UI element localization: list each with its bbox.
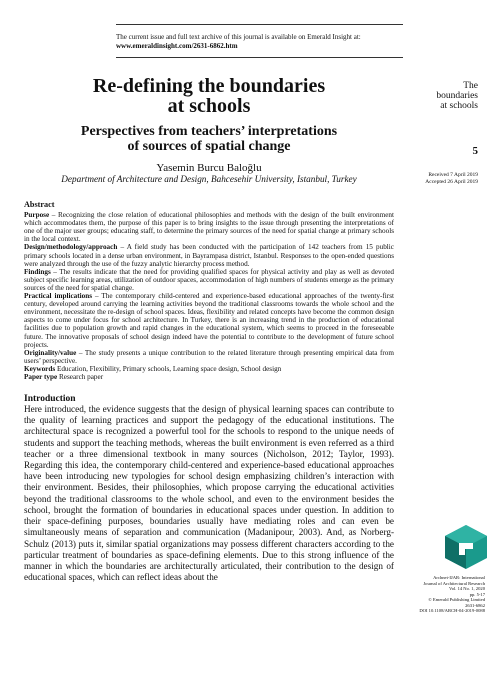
implications-label: Practical implications <box>24 292 93 301</box>
abstract-originality <box>24 349 394 365</box>
keywords-label: Keywords <box>24 364 56 373</box>
pubinfo-line: Vol. 14 No. 1, 2020 <box>448 586 485 591</box>
pubinfo-line: Archnet-IJAR: International <box>433 575 485 580</box>
originality-label: Originality/value <box>24 348 77 357</box>
keywords-text: Education, Flexibility, Primary schools, Learning space design, School design <box>55 364 282 373</box>
page-number: 5 <box>472 145 478 157</box>
findings-text: – The results indicate that the need for providing qualified spaces for physical activity and play as well as devoted subject specific learning areas, utilization of outdoor spaces, accommodation of high numbers of students emerge as the primary sources of the need for spatial change. <box>24 267 394 292</box>
introduction-text: Here introduced, the evidence suggests that the design of physical learning spaces can contribute to the quality of learning practices and support the pedagogy of the educational institutions. The architectural space is recognized a powerful tool for the schools to respond to the unique needs of students and support the teaching methods, whereas the built environment is even referred as a third teacher or a three dimensional textbook in many sources (Nicholson, 2012; Taylor, 1993). Regarding this idea, the contemporary child-centered and experience-based educational approaches have been introducing new typologies for school design emphasizing children’s interaction with their environment. Besides, their philosophies, which propose carrying the educational activities beyond the traditional classrooms to the whole school, and even to the environment besides the school, brought the formation of boundaries in educational spaces under question. In addition to their space-defining purposes, boundaries usually have mediating roles and can even be simultaneously means of separation and communication (Madanipour, 2003). And, as Norberg-Schulz (2013) puts it, similar spatial organizations may possess different characters according to the particular treatment of boundaries as space-defining elements. Due to this strong influence of the manner in which the boundaries are architecturally articulated, their contribution to the design of educational spaces, which can reflect ideas about the <box>24 404 394 583</box>
abstract-implications <box>24 292 394 349</box>
abstract-purpose <box>24 211 394 243</box>
abstract-keywords <box>24 365 394 373</box>
running-title-line: boundaries <box>436 91 478 101</box>
title-line-1: Re-defining the boundaries <box>92 75 326 97</box>
journal-notice <box>116 24 403 58</box>
pubinfo-line: 2631-6862 <box>465 602 485 608</box>
article-dates <box>410 172 478 186</box>
abstract-findings <box>24 268 394 292</box>
pubinfo-line: Journal of Architectural Research <box>423 580 485 586</box>
paper-type-text: Research paper <box>57 372 104 381</box>
abstract <box>24 201 394 381</box>
received-date: Received 7 April 2019 <box>428 172 478 178</box>
running-title-line: The <box>463 81 478 91</box>
abstract-heading: Abstract <box>24 200 55 209</box>
author-affiliation: Department of Architecture and Design, Bahcesehir University, Istanbul, Turkey <box>61 174 357 184</box>
running-title-line: at schools <box>440 101 478 111</box>
purpose-text: – Recognizing the close relation of educational philosophies and methods with the design of the built environment which accommodates them, the purpose of this paper is to bring insights to the issue through presenting the interpretations of one of the major user groups; educating staff, to determine the primary sources of the need for spatial change at primary schools in the local context. <box>24 211 394 244</box>
subtitle-line-2: of sources of spatial change <box>127 139 291 154</box>
abstract-method <box>24 243 394 267</box>
article-main <box>24 76 394 583</box>
journal-url-link[interactable]: www.emeraldinsight.com/2631-6862.htm <box>116 42 238 50</box>
title-line-2: at schools <box>167 95 251 117</box>
article-title <box>24 76 394 116</box>
journal-logo-icon <box>445 525 487 569</box>
originality-text: – The study presents a unique contribution to the related literature through presenting empirical data from users’ perspective. <box>24 348 394 365</box>
notice-text: The current issue and full text archive of this journal is available on Emerald Insight at: <box>116 33 361 41</box>
findings-label: Findings <box>24 267 51 276</box>
abstract-paper-type <box>24 373 394 381</box>
author-name: Yasemin Burcu Baloğlu <box>156 162 262 174</box>
paper-type-label: Paper type <box>24 372 58 381</box>
method-label: Design/methodology/approach <box>24 243 118 252</box>
implications-text: – The contemporary child-centered and experience-based educational approaches of the twenty-first century, developed around carrying the learning activities beyond the traditional classrooms towards the whole school and the environment, necessitate the re-design of school spaces. Ideas, flexibility and related concepts have become the common design aspects to come under focus for school architecture. In Turkey, there is an increasing trend in the production of educational facilities due to population growth and rapid changes in the educational system, which seems to proceed in the foreseeable future. The innovative proposals of school design indeed have the potential to contribute to the development of future school projects. <box>24 292 394 349</box>
article-subtitle <box>24 124 394 154</box>
method-text: – A field study has been conducted with the participation of 142 teachers from 15 public primary schools located in a dense urban environment, in Bayrampasa district, Istanbul. Responses to the open-ended questions were analyzed through the use of the fuzzy analytic hierarchy process method. <box>24 243 394 268</box>
pubinfo-line: © Emerald Publishing Limited <box>428 597 485 602</box>
publication-info <box>405 575 485 614</box>
doi-link[interactable]: DOI 10.1108/ARCH-04-2019-0088 <box>419 608 485 613</box>
running-title <box>410 81 478 111</box>
introduction-heading: Introduction <box>24 394 76 405</box>
subtitle-line-1: Perspectives from teachers’ interpretations <box>80 124 338 139</box>
purpose-label: Purpose <box>24 211 50 220</box>
accepted-date: Accepted 26 April 2019 <box>425 179 478 185</box>
pubinfo-line: pp. 5-17 <box>469 591 485 597</box>
